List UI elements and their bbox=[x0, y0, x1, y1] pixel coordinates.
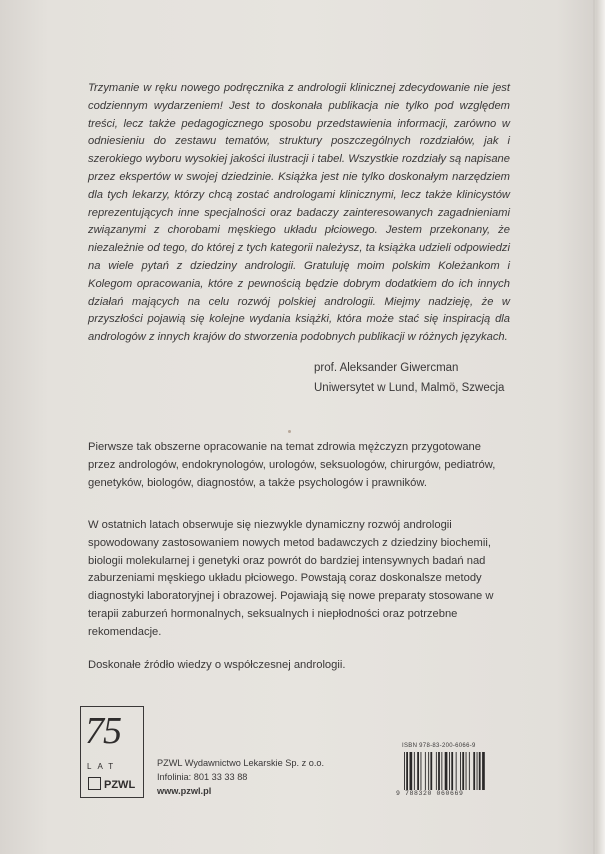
description-paragraph-1: Pierwsze tak obszerne opracowanie na temat zdrowia mężczyzn przygotowane przez andrologów, endokrynologów, urologów, seksuologów, chirurgów, pediatrów, genetyków, biologów, diagnostów, a także psychologów i prawników. bbox=[88, 441, 496, 489]
publisher-website: www.pzwl.pl bbox=[157, 786, 212, 796]
publisher-hotline: Infolinia: 801 33 33 88 bbox=[157, 772, 248, 782]
endorsement-quote: Trzymanie w ręku nowego podręcznika z andrologii klinicznej zdecydowanie nie jest codziennym wydarzeniem! Jest to doskonała publikacja nie tylko pod względem treści, lecz także pedagogicznego sposobu przedstawienia informacji, zarówno w odniesieniu do zestawu tematów, struktury poszczególnych rozdziałów, jak i szerokiego wyboru wysokiej jakości ilustracji i tabel. Wszystkie rozdziały są napisane przez ekspertów w swojej dziedzinie. Książka jest nie tylko doskonałym narzędziem dla tych lekarzy, którzy chcą zostać andrologami klinicznymi, lecz także klinicystów reprezentujących inne specjalności oraz badaczy zainteresowanych zagadnieniami związanymi z chorobami męskiego układu płciowego. Jestem przekonany, że niezależnie od tego, do której z tych kategorii należysz, ta książka udzieli odpowiedzi na wiele pytań z dziedziny andrologii. Gratuluję moim polskim Koleżankom i Kolegom opracowania, które z pewnością będzie dobrym dodatkiem do ich innych działań mających na celu rozwój polskiej andrologii. Miejmy nadzieję, że w przyszłości pojawią się kolejne wydania książki, która może stać się inspiracją dla andrologów z innych krajów do stworzenia podobnych publikacji w różnych językach. bbox=[88, 82, 510, 344]
description-paragraph-2: W ostatnich latach obserwuje się niezwykle dynamiczny rozwój andrologii spowodowany zastosowaniem nowych metod badawczych z dziedziny biochemii, biologii molekularnej i genetyki oraz powrót do bardziej intensywnych badań nad zaburzeniami męskiego układu płciowego. Powstają coraz doskonalsze metody diagnostyki laboratoryjnej i obrazowej. Pojawiają się nowe preparaty stosowane w terapii zaburzeń hormonalnych, seksualnych i niepłodności oraz potrzebne rekomendacje. bbox=[88, 519, 494, 638]
logo-lat: LAT bbox=[87, 762, 120, 771]
isbn-barcode bbox=[402, 752, 508, 790]
publisher-info bbox=[157, 756, 324, 798]
cover-edge bbox=[597, 0, 605, 854]
description-paragraph-3: Doskonałe źródło wiedzy o współczesnej andrologii. bbox=[88, 659, 346, 671]
isbn-label: ISBN 978-83-200-6066-9 bbox=[402, 743, 476, 749]
decorative-dot bbox=[288, 430, 291, 433]
pzwl-75-years-logo bbox=[80, 706, 144, 798]
spine-shadow bbox=[593, 0, 595, 854]
logo-brand: PZWL bbox=[88, 777, 135, 791]
logo-number: 75 bbox=[85, 710, 121, 752]
pzwl-mark-icon bbox=[88, 777, 101, 790]
barcode-number: 9 788320 060669 bbox=[396, 790, 464, 797]
quote-author: prof. Aleksander Giwercman bbox=[314, 362, 459, 374]
publisher-name: PZWL Wydawnictwo Lekarskie Sp. z o.o. bbox=[157, 758, 325, 768]
quote-affiliation: Uniwersytet w Lund, Malmö, Szwecja bbox=[314, 382, 505, 394]
